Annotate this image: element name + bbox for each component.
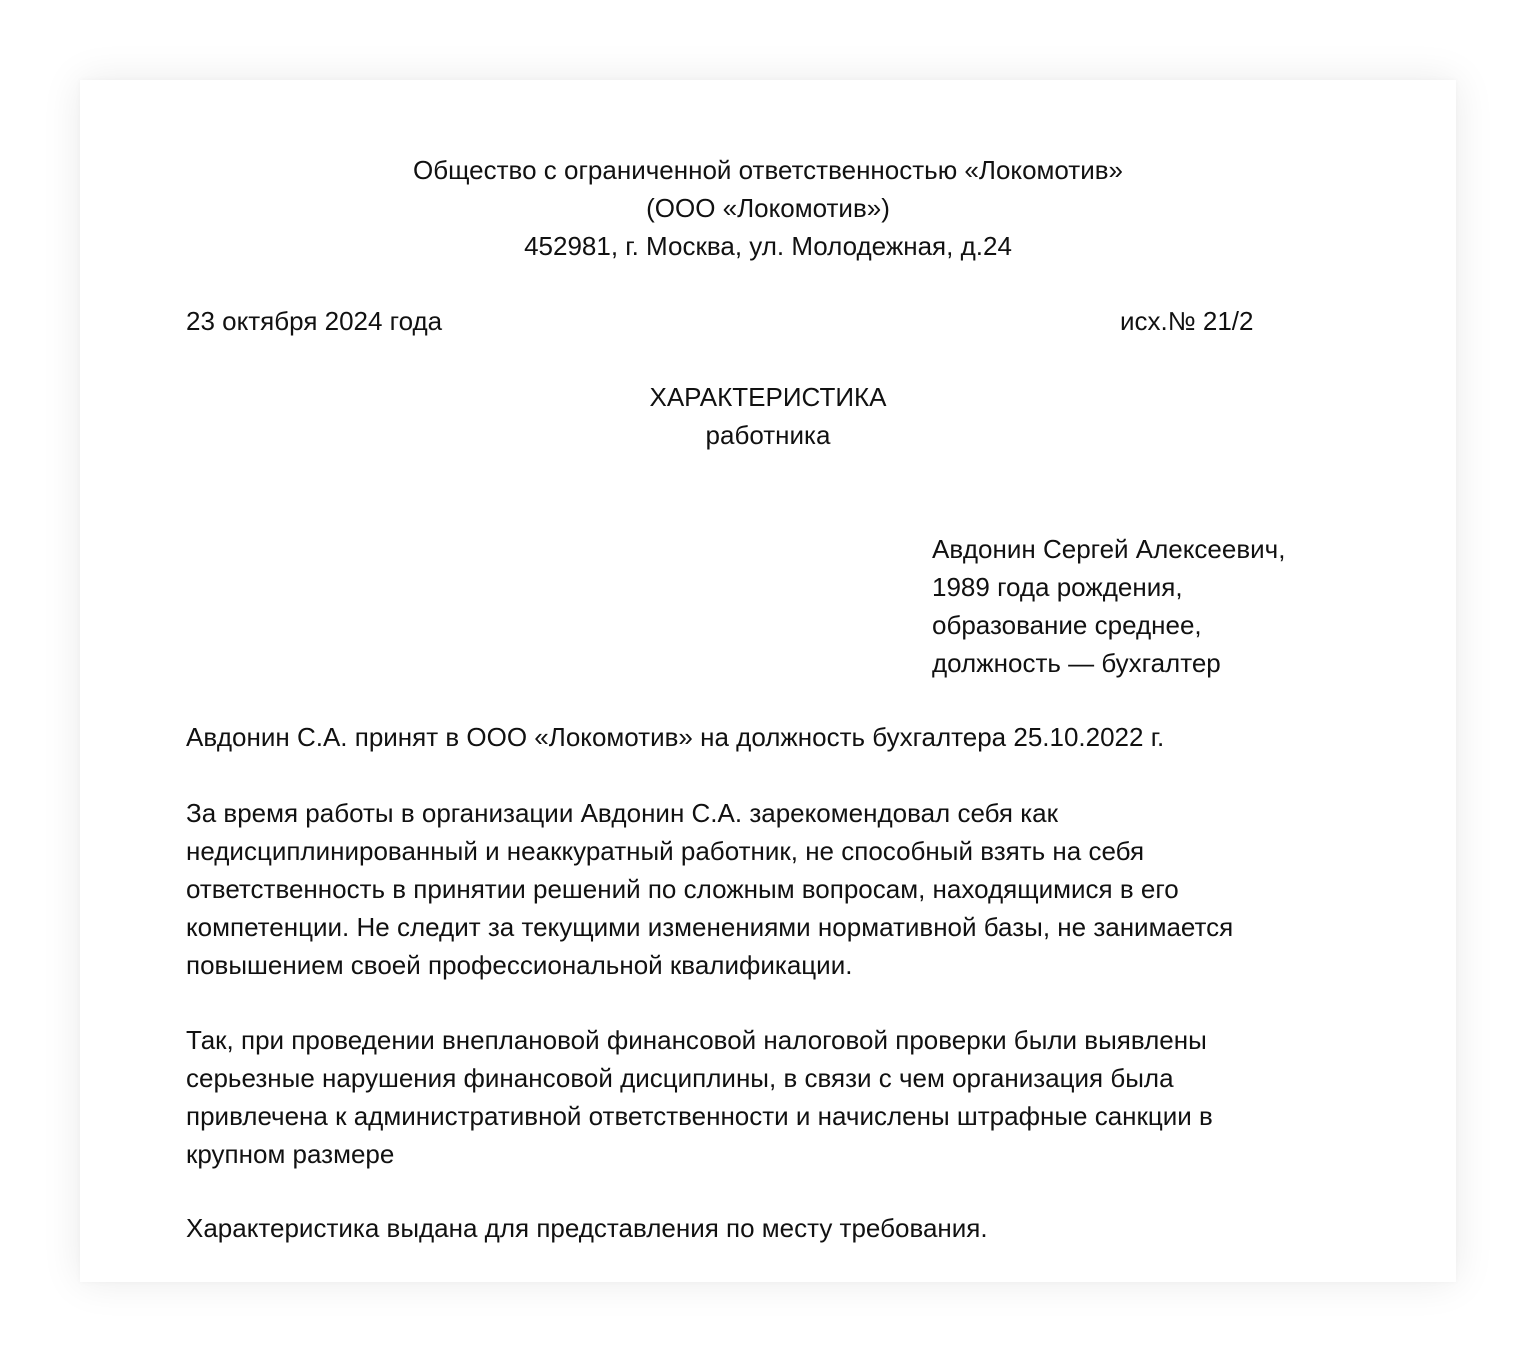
outgoing-number: исх.№ 21/2 — [1120, 306, 1254, 336]
employee-education: образование среднее, — [932, 610, 1202, 640]
paragraph-line: ответственность в принятии решений по сложным вопросам, находящимися в его — [186, 874, 1179, 904]
document-sheet — [80, 80, 1456, 1282]
paragraph-line: крупном размере — [186, 1139, 395, 1169]
paragraph-line: повышением своей профессиональной квалификации. — [186, 950, 853, 980]
paragraph-line: За время работы в организации Авдонин С.А. зарекомендовал себя как — [186, 798, 1059, 828]
paragraph-hire — [186, 718, 1386, 756]
org-full-name: Общество с ограниченной ответственностью «Локомотив» — [412, 155, 1124, 185]
document-date: 23 октября 2024 года — [186, 306, 443, 336]
paragraph-assessment — [186, 794, 1386, 984]
employee-position: должность — бухгалтер — [932, 648, 1221, 678]
document-title: ХАРАКТЕРИСТИКА — [649, 382, 887, 412]
employee-info — [932, 530, 1285, 682]
org-short-name: (ООО «Локомотив») — [646, 193, 890, 223]
paragraph-line: серьезные нарушения финансовой дисциплины, в связи с чем организация была — [186, 1063, 1174, 1093]
paragraph-closing — [186, 1209, 1386, 1247]
paragraph-line: Авдонин С.А. принят в ООО «Локомотив» на должность бухгалтера 25.10.2022 г. — [186, 722, 1165, 752]
paragraph-line: недисциплинированный и неаккуратный работник, не способный взять на себя — [186, 836, 1145, 866]
paragraph-line: привлечена к административной ответственности и начислены штрафные санкции в — [186, 1101, 1213, 1131]
paragraph-line: компетенции. Не следит за текущими изменениями нормативной базы, не занимается — [186, 912, 1234, 942]
paragraph-inspection — [186, 1021, 1386, 1173]
org-address: 452981, г. Москва, ул. Молодежная, д.24 — [524, 231, 1012, 261]
paragraph-line: Так, при проведении внеплановой финансовой налоговой проверки были выявлены — [186, 1025, 1207, 1055]
employee-birth-year: 1989 года рождения, — [932, 572, 1183, 602]
paragraph-line: Характеристика выдана для представления по месту требования. — [186, 1213, 988, 1243]
employee-name: Авдонин Сергей Алексеевич, — [932, 534, 1286, 564]
document-subtitle: работника — [705, 420, 831, 450]
